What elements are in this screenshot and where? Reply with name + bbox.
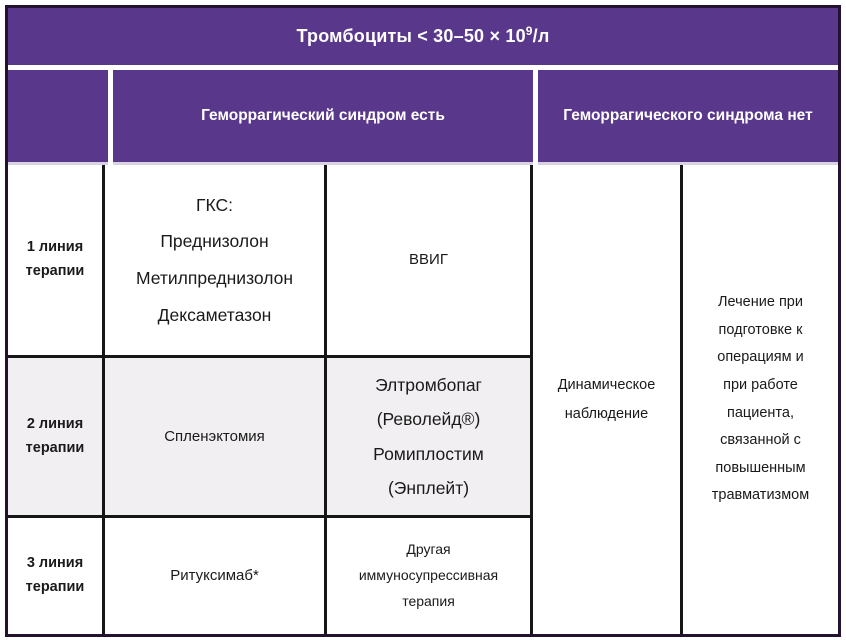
text-line: подготовке к [718, 321, 803, 338]
text-line: Динамическое [557, 377, 656, 394]
text-line: наблюдение [564, 405, 649, 422]
text-line: Спленэктомия [164, 427, 265, 445]
table-title [297, 26, 550, 47]
row2-tpo-agonists-cell [327, 358, 533, 518]
pre-operative-treatment-cell [683, 165, 838, 634]
header-present-label: Геморрагический синдром есть [201, 106, 445, 124]
text-line: связанной с [720, 432, 801, 449]
title-superscript: 9 [525, 24, 533, 38]
text-line: травматизмом [711, 487, 810, 504]
text-line: при работе [723, 376, 798, 393]
text-line: иммуносупрессивная [358, 567, 499, 584]
text-line: Метилпреднизолон [135, 268, 294, 288]
text-line: (Энплейт) [387, 477, 470, 498]
text-line: Лечение при [718, 294, 803, 311]
text-line: пациента, [727, 404, 794, 421]
text-line: повышенным [715, 459, 806, 476]
text-line: Ритуксимаб* [170, 567, 259, 584]
text-line: терапия [402, 592, 455, 609]
text-line: Преднизолон [160, 231, 269, 252]
dynamic-observation-cell [533, 165, 683, 634]
row1-gks-cell [105, 165, 327, 358]
row3-rituximab-cell [105, 518, 327, 634]
header-hemorrhagic-absent [538, 70, 838, 165]
text-line: 2 линия [26, 415, 84, 432]
text-line: ВВИГ [409, 251, 448, 268]
column-header-row [8, 70, 838, 165]
row3-other-immunosuppressive-cell [327, 518, 533, 634]
text-line: терапии [25, 439, 85, 456]
title-prefix: Тромбоциты < 30–50 × 10 [296, 26, 526, 46]
row3-label-cell [8, 518, 105, 634]
platelet-treatment-table [5, 5, 841, 637]
text-line: Дексаметазон [157, 304, 272, 325]
text-line: операциям и [717, 349, 804, 366]
text-line: терапии [25, 263, 85, 279]
row1-label-cell [8, 165, 105, 358]
title-suffix: /л [532, 26, 550, 46]
text-line: терапии [25, 579, 85, 595]
text-line: Элтромбопаг [375, 375, 482, 396]
row2-label-cell [8, 358, 105, 518]
row1-ivig-cell [327, 165, 533, 358]
header-spacer-cell [8, 70, 108, 165]
header-absent-label: Геморрагического синдрома нет [563, 106, 813, 124]
text-line: Другая [406, 541, 451, 558]
text-line: Ромиплостим [373, 443, 484, 464]
text-line: 1 линия [26, 239, 84, 256]
text-line: (Револейд®) [376, 409, 481, 430]
table-body [8, 165, 838, 634]
text-line: 3 линия [26, 555, 84, 572]
row2-splenectomy-cell [105, 358, 327, 518]
table-title-bar [8, 8, 838, 65]
text-line: ГКС: [196, 194, 233, 215]
header-hemorrhagic-present [113, 70, 533, 165]
